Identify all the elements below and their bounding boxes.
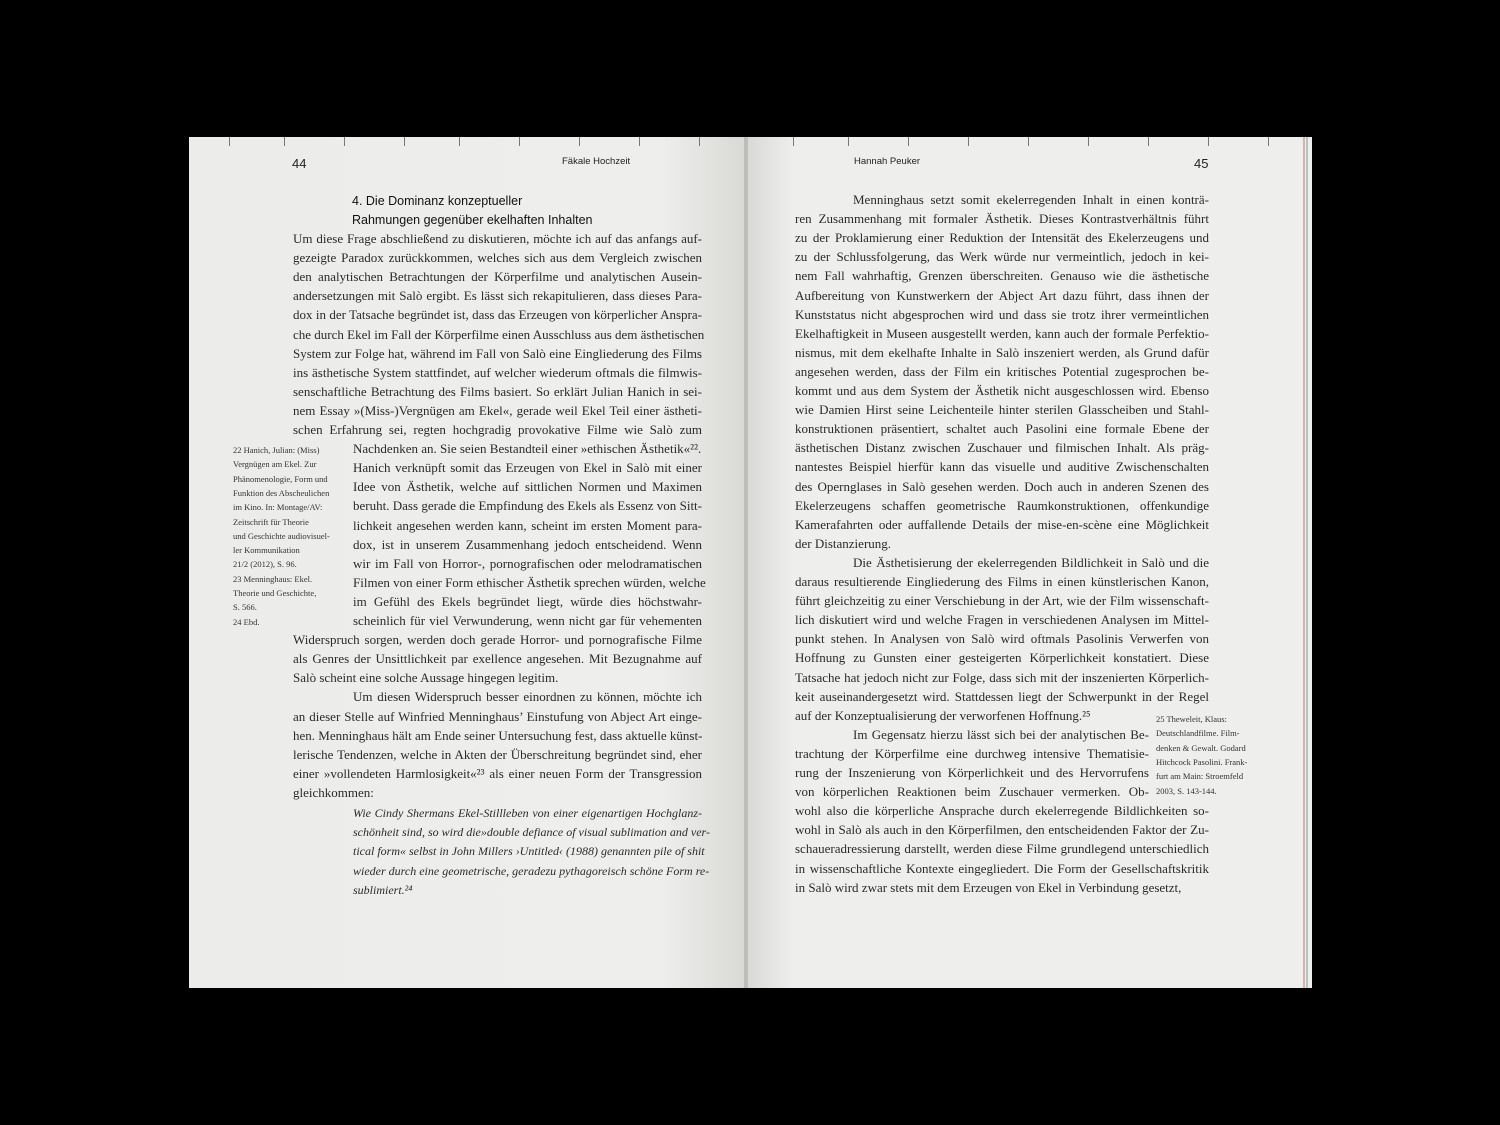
text-line: in Salò wird zwar stets mit dem Erzeugen von Ekel in Verbindung gesetzt, <box>795 879 1182 895</box>
text-line: dox in der Tatsache begründet ist, dass das Erzeugen von körperlicher Anspra- <box>293 307 702 323</box>
tick-mark <box>229 137 230 146</box>
text-line: Idee von Ästhetik, welche auf sittlichen Normen und Maximen <box>353 479 702 495</box>
footnote-line: denken & Gewalt. Godard <box>1156 742 1246 753</box>
text-line: beruht. Dass gerade die Empfindung des Ekels als Essenz von Sitt- <box>353 498 702 514</box>
text-line: Die Ästhetisierung der ekelerregenden Bildlichkeit in Salò und die <box>853 554 1209 570</box>
text-line: rung der Inszenierung von Körperlichkeit und des Hervorrufens <box>795 765 1149 780</box>
text-line: Ekelhaftigkeit in Museen ausgestellt werden, kann auch der formale Perfektio- <box>795 325 1209 341</box>
text-line: nantestes Beispiel hierfür kann das visuelle und auditive Zwischenschalten <box>795 459 1209 475</box>
text-line: Im Gegensatz hierzu lässt sich bei der analytischen Be- <box>853 726 1149 742</box>
footnote-line: 22 Hanich, Julian: (Miss) <box>233 445 320 455</box>
text-line: Salò scheint eine solche Aussage hingegen legitim. <box>293 670 559 686</box>
text-line: schen Erfahrung sei, regten hochgradig provokative Filme wie Salò zum <box>293 422 702 437</box>
text-line: Um diese Frage abschließend zu diskutieren, möchte ich auf das anfangs auf- <box>293 231 702 246</box>
footnote-line: im Kino. In: Montage/AV: <box>233 502 323 513</box>
footnote-line: 21/2 (2012), S. 96. <box>233 559 297 570</box>
page-number-left: 44 <box>292 156 307 171</box>
text-line: lich diskutiert wird und welche Fragen in verschiedenen Analysen im Mittel- <box>795 612 1209 628</box>
text-line: Filmen von einer Form ethischer Ästhetik sprechen würden, welche <box>353 574 706 590</box>
text-line: senschaftliche Betrachtung des Films basiert. So erklärt Julian Hanich in sei- <box>293 383 702 399</box>
text-line: wir im Fall von Horror-, pornografischen oder melodramatischen <box>353 555 702 571</box>
text-line: Widerspruch sorgen, werden doch gerade Horror- und pornografische Filme <box>293 632 702 648</box>
tick-mark <box>519 137 520 146</box>
tick-mark <box>793 137 794 146</box>
tick-mark <box>1268 137 1269 146</box>
text-line: che durch Ekel im Fall der Körperfilme einen Ausschluss aus dem ästhetischen <box>293 326 705 342</box>
text-line: daraus resultierende Eingliederung des Films in einen künstlerischen Kanon, <box>795 574 1209 589</box>
text-line: punkt stehen. In Analysen von Salò wird oftmals Pasolinis Verwerfen von <box>795 631 1209 647</box>
text-line: andersetzungen mit Salò ergibt. Es lässt sich rekapitulieren, dass dieses Para- <box>293 288 702 304</box>
text-line: gleichkommen: <box>293 784 374 800</box>
text-line: in wissenschaftliche Kontexte eingegliedert. Die Form der Gesellschaftskritik <box>795 860 1209 876</box>
text-line: sublimiert.²⁴ <box>353 882 413 897</box>
section-heading <box>352 192 592 230</box>
tick-mark <box>699 137 700 146</box>
top-tick-marks <box>189 137 744 147</box>
text-line: Tatsache hat jedoch nicht zur Folge, dass sich mit der inszenierten Körperlich- <box>795 669 1209 685</box>
page-edge-green <box>1306 137 1308 988</box>
text-line: an dieser Stelle auf Winfried Menninghaus’ Einstufung von Abject Art einge- <box>293 708 702 724</box>
text-line: trachtung der Körperfilme eine durchweg intensive Thematisie- <box>795 745 1149 761</box>
text-line: auf der Konzeptualisierung der verworfenen Hoffnung.²⁵ <box>795 707 1091 723</box>
text-line: nem Essay »(Miss-)Vergnügen am Ekel«, gerade weil Ekel Teil einer ästheti- <box>293 402 702 418</box>
footnote-line: Theorie und Geschichte, <box>233 588 317 598</box>
heading-line: 4. Die Dominanz konzeptueller <box>352 194 523 208</box>
running-head-left: Fäkale Hochzeit <box>562 156 631 167</box>
footnote-line: Deutschlandfilme. Film- <box>1156 728 1240 739</box>
text-line: im Gefühl des Ekels begründet liegt, würde dies höchstwahr- <box>353 593 702 609</box>
tick-mark <box>1028 137 1029 146</box>
text-line: Hoffnung zu Gunsten einer gesteigerten Körperlichkeit konstatiert. Diese <box>795 650 1209 666</box>
text-line: als Genres der Unsittlichkeit par exellence angesehen. Mit Bezugnahme auf <box>293 651 702 667</box>
text-line: angesehen werden, dass der Film ein kritisches Potential zugesprochen be- <box>795 363 1209 379</box>
text-line: kommt und aus dem System der Ästhetik nicht ausgeschlossen wird. Ebenso <box>795 383 1209 398</box>
text-line: lichkeit angesehen werden kann, scheint im ersten Moment para- <box>353 517 702 533</box>
tick-mark <box>848 137 849 146</box>
text-line: führt gleichzeitig zu einer Verschiebung in der Art, wie der Film wissenschaft- <box>795 593 1209 609</box>
top-tick-marks <box>748 137 1312 147</box>
text-line: lerische Tendenzen, welche in Akten der Überschreitung begründet sind, eher <box>293 746 702 762</box>
tick-mark <box>908 137 909 146</box>
tick-mark <box>1088 137 1089 146</box>
text-line: wieder durch eine geometrische, geradezu pythagoreisch schöne Form re- <box>353 863 710 878</box>
tick-mark <box>459 137 460 146</box>
text-line: nismus, mit dem ekelhafte Inhalte in Salò inszeniert werden, als Grund dafür <box>795 344 1209 360</box>
footnote-line: Funktion des Abscheulichen <box>233 487 330 498</box>
text-line: des Opernglases in Salò gesehen werden. Doch auch in anderen Szenen des <box>795 478 1209 494</box>
text-line: Hanich verknüpft somit das Erzeugen von Ekel in Salò mit einer <box>353 460 702 476</box>
footnote-line: 23 Menninghaus: Ekel. <box>233 573 313 584</box>
text-line: Kunststatus nicht abgesprochen wird und dass sie trotz ihrer vermeintlichen <box>795 306 1209 322</box>
text-line: ins ästhetische System stattfindet, auf welcher wiederum oftmals die filmwis- <box>293 364 702 380</box>
tick-mark <box>404 137 405 146</box>
text-line: dox, ist in unserem Zusammenhang jedoch entscheidend. Wenn <box>353 536 702 552</box>
text-line: Nachdenken an. Sie seien Bestandteil einer »ethischen Ästhetik«²². <box>353 441 702 457</box>
text-line: keit auseinandergesetzt wird. Stattdessen liegt der Schwerpunkt in der Regel <box>795 688 1209 704</box>
text-line: wohl in Salò als auch in den Körperfilmen, den entscheidenden Faktor der Zu- <box>795 822 1209 838</box>
footnote-line: 24 Ebd. <box>233 616 260 627</box>
page-number-right: 45 <box>1194 156 1209 171</box>
footnote-line: S. 566. <box>233 602 257 613</box>
tick-mark <box>284 137 285 146</box>
text-line: von körperlichen Reaktionen beim Zuschauer vermerken. Ob- <box>795 784 1149 800</box>
text-line: konstruktionen präsentiert, schaltet auch Pasolini eine formale Ebene der <box>795 421 1209 437</box>
footnote-line: ler Kommunikation <box>233 545 300 556</box>
text-line: den analytischen Betrachtungen der Körperfilme und analytischen Ausein- <box>293 269 702 285</box>
text-line: Aufbereitung von Kunstwerkern der Abject Art dazu führt, dass ihnen der <box>795 287 1209 303</box>
text-line: Menninghaus setzt somit ekelerregenden Inhalt in einen konträ- <box>853 192 1209 207</box>
text-line: hen. Menninghaus hält am Ende seiner Untersuchung fest, dass aktuelle künst- <box>293 727 703 743</box>
text-line: einer »vollendeten Harmlosigkeit«²³ als einer neuen Form der Transgression <box>293 765 702 781</box>
footnote-line: 25 Theweleit, Klaus: <box>1156 714 1227 724</box>
text-line: gezeigte Paradox zurückkommen, welches sich aus dem Vergleich zwischen <box>293 250 702 266</box>
tick-mark <box>579 137 580 146</box>
text-line: ästhetischen Distanz zwischen Zuschauer und filmischen Inhalt. Als präg- <box>795 440 1209 456</box>
text-line: zu der Schlussfolgerung, das Werk würde nur vermeintlich, jedoch in kei- <box>795 249 1209 265</box>
text-line: wohl also die körperliche Ansprache durch ekelerregende Bildlichkeiten so- <box>795 803 1209 819</box>
tick-mark <box>344 137 345 146</box>
running-head-right: Hannah Peuker <box>854 156 921 167</box>
text-line: schaueradressierung darstellt, werden diese Filme grundlegend unterschiedlich <box>795 841 1209 857</box>
tick-mark <box>639 137 640 146</box>
page-edge-red <box>1303 137 1305 988</box>
footnote-line: Hitchcock Pasolini. Frank- <box>1156 756 1248 767</box>
text-line: zu der Proklamierung einer Reduktion der Intensität des Ekelerzeugens und <box>795 230 1209 246</box>
heading-line: Rahmungen gegenüber ekelhaften Inhalten <box>352 213 593 227</box>
tick-mark <box>1208 137 1209 146</box>
text-line: ren Zusammenhang mit formaler Ästhetik. Dieses Kontrastverhältnis führt <box>795 211 1209 227</box>
footnote-line: Vergnügen am Ekel. Zur <box>233 459 317 470</box>
text-line: Ekelerzeugens schaffen geometrische Raumkonstruktionen, offenkundige <box>795 497 1209 513</box>
text-line: der Distanzierung. <box>795 535 892 551</box>
footnote-line: Zeitschrift für Theorie <box>233 516 309 527</box>
footnote-line: und Geschichte audiovisuel- <box>233 530 330 541</box>
footnote-line: 2003, S. 143-144. <box>1156 785 1217 796</box>
text-line: Um diesen Widerspruch besser einordnen zu können, möchte ich <box>353 689 702 705</box>
text-line: scheinlich für viel Verwunderung, wenn nicht gar für vehementen <box>353 613 702 628</box>
tick-mark <box>1148 137 1149 146</box>
text-line: Kamerafahrten oder auffallende Details der mise-en-scène eine Möglichkeit <box>795 516 1209 532</box>
text-line: nem Fall wahrhaftig, Grenzen überschreiten. Genauso wie die ästhetische <box>795 268 1209 284</box>
text-line: schönheit sind, so wird die»double defiance of visual sublimation and ver- <box>353 825 710 840</box>
text-line: tical form« selbst in John Millers ›Untitled‹ (1988) genannten pile of shit <box>353 844 705 859</box>
text-line: wie Damien Hirst seine Leichenteile hinter sterilen Glasscheiben und Stahl- <box>795 402 1209 418</box>
footnote-line: furt am Main: Stroemfeld <box>1156 771 1244 782</box>
footnote-line: Phänomenologie, Form und <box>233 473 328 484</box>
text-line: Wie Cindy Shermans Ekel-Stillleben von einer eigenartigen Hochglanz- <box>353 806 702 820</box>
text-line: System zur Folge hat, während im Fall von Salò eine Eingliederung des Films <box>293 345 702 361</box>
tick-mark <box>968 137 969 146</box>
